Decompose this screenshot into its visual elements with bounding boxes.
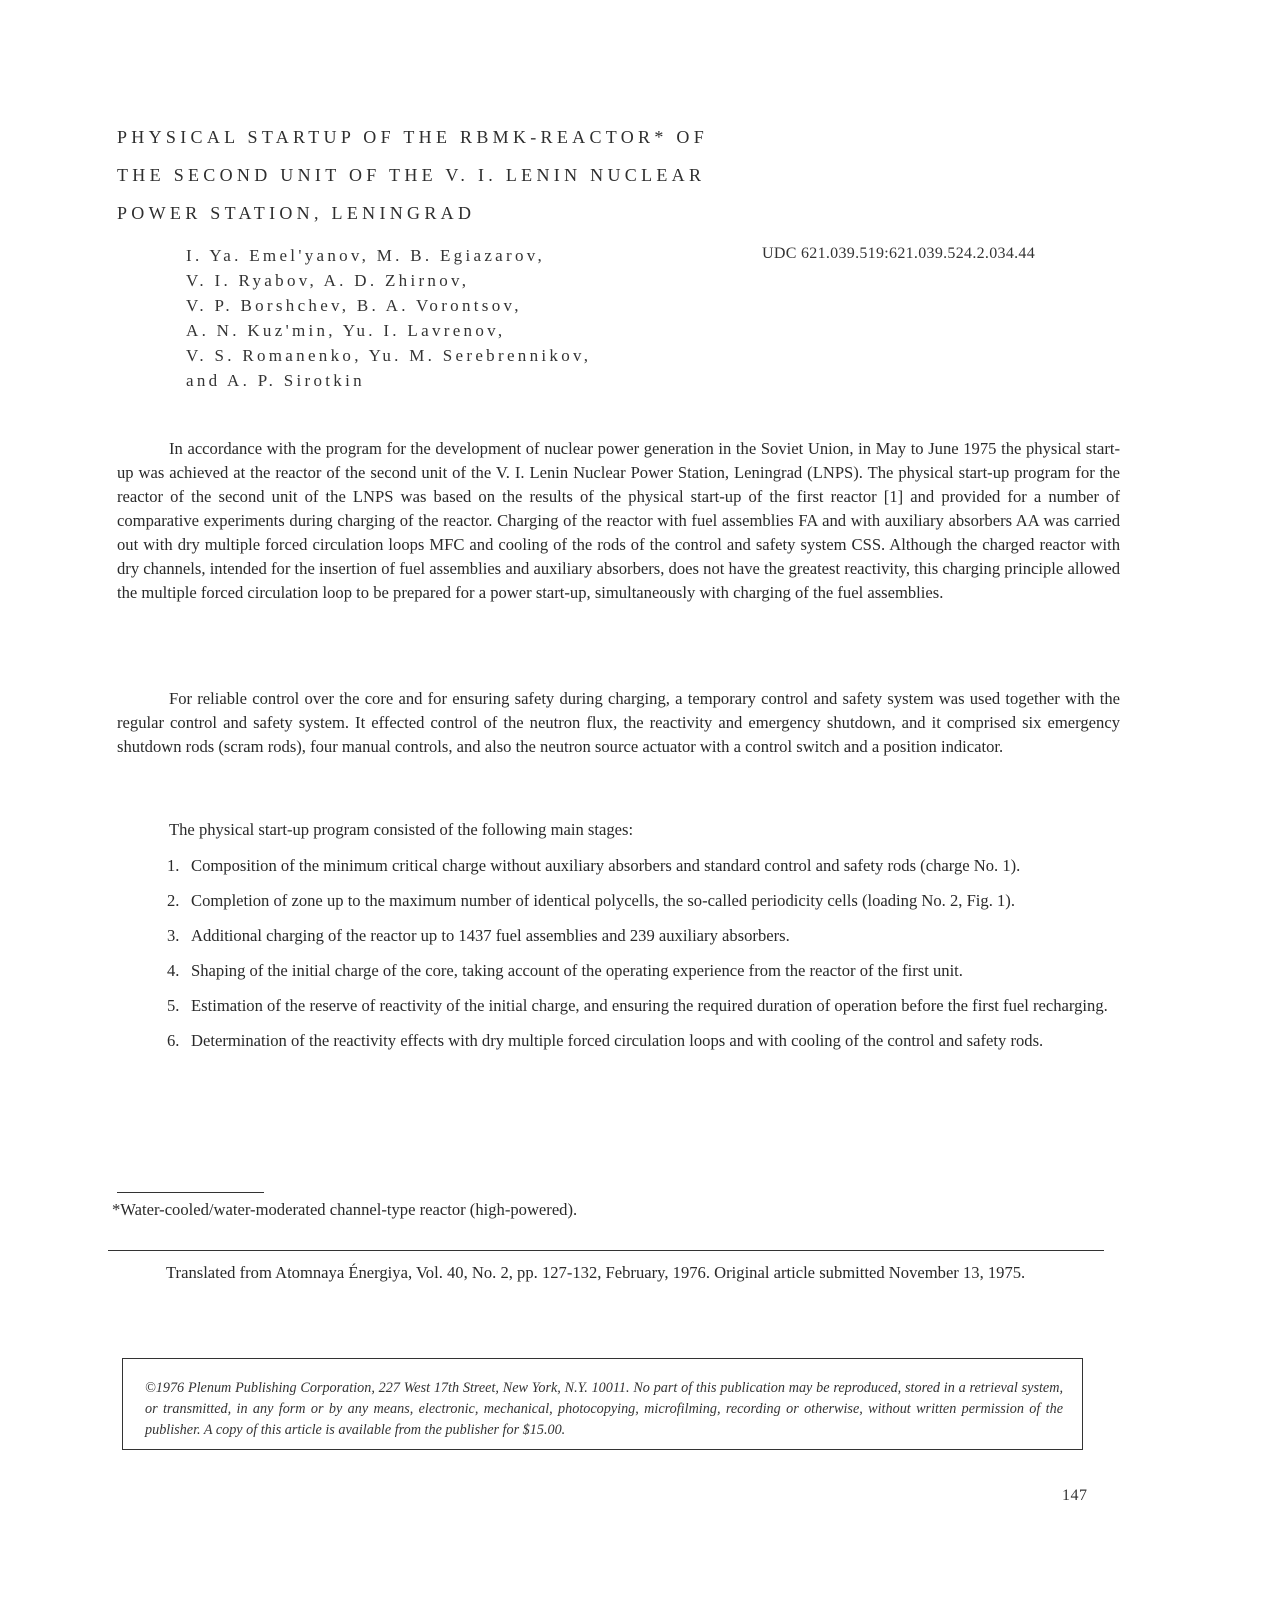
stage-text: Completion of zone up to the maximum number of identical polycells, the so-called periodicity cells (loading No. 2, Fig. 1). xyxy=(191,891,1015,910)
list-item xyxy=(167,924,1120,948)
list-item xyxy=(167,889,1120,913)
author-line: I. Ya. Emel'yanov, M. B. Egiazarov, xyxy=(186,246,546,265)
stage-text: Determination of the reactivity effects with dry multiple forced circulation loops and with cooling of the control and safety rods. xyxy=(191,1031,1044,1050)
stage-number: 3. xyxy=(167,926,180,945)
copyright-notice: ©1976 Plenum Publishing Corporation, 227 West 17th Street, New York, N.Y. 10011. No part of this publication may be reproduced, stored in a retrieval system, or transmitted, in any form or by any means, electronic, mechanical, photocopying, microfilming, recording or otherwise, without written permission of the publisher. A copy of this article is available from the publisher for $15.00. xyxy=(145,1380,1063,1438)
stages-intro: The physical start-up program consisted of the following main stages: xyxy=(169,820,634,839)
author-line: V. P. Borshchev, B. A. Vorontsov, xyxy=(186,296,522,315)
stage-number: 2. xyxy=(167,891,180,910)
article-title xyxy=(117,118,708,232)
footnote: *Water-cooled/water-moderated channel-type reactor (high-powered). xyxy=(112,1200,578,1219)
body-section-1 xyxy=(117,437,1120,605)
body-paragraph: In accordance with the program for the development of nuclear power generation in the Soviet Union, in May to June 1975 the physical start-up was achieved at the reactor of the second unit of the V. I. Lenin Nuclear Power Station, Leningrad (LNPS). The physical start-up program for the reactor of the second unit of the LNPS was based on the results of the physical start-up of the first reactor [1] and provided for a number of comparative experiments during charging of the reactor. Charging of the reactor with fuel assemblies FA and with auxiliary absorbers AA was carried out with dry multiple forced circulation loops MFC and cooling of the rods of the control and safety system CSS. Although the charged reactor with dry channels, intended for the insertion of fuel assemblies and auxiliary absorbers, does not have the greatest reactivity, this charging principle allowed the multiple forced circulation loop to be prepared for a power start-up, simultaneously with charging of the fuel assemblies. xyxy=(117,439,1120,602)
list-item xyxy=(167,854,1120,878)
stage-number: 1. xyxy=(167,856,180,875)
translation-divider xyxy=(108,1250,1104,1251)
translation-text: Translated from Atomnaya Énergiya, Vol. 40, No. 2, pp. 127-132, February, 1976. Original article submitted November 13, 1975. xyxy=(166,1263,1026,1282)
body-paragraph: For reliable control over the core and for ensuring safety during charging, a temporary control and safety system was used together with the regular control and safety system. It effected control of the neutron flux, the reactivity and emergency shutdown, and it comprised six emergency shutdown rods (scram rods), four manual controls, and also the neutron source actuator with a control switch and a position indicator. xyxy=(117,689,1120,756)
udc-code: UDC 621.039.519:621.039.524.2.034.44 xyxy=(762,245,1036,262)
title-line: PHYSICAL STARTUP OF THE RBMK-REACTOR* OF xyxy=(117,127,709,147)
title-line: POWER STATION, LENINGRAD xyxy=(117,203,476,223)
page-number: 147 xyxy=(1062,1487,1088,1504)
list-item xyxy=(167,959,1120,983)
author-line: V. I. Ryabov, A. D. Zhirnov, xyxy=(186,271,470,290)
body-section-2 xyxy=(117,687,1120,759)
author-list xyxy=(186,243,591,393)
author-line: V. S. Romanenko, Yu. M. Serebrennikov, xyxy=(186,346,592,365)
stage-number: 6. xyxy=(167,1031,180,1050)
stage-text: Composition of the minimum critical charge without auxiliary absorbers and standard control and safety rods (charge No. 1). xyxy=(191,856,1021,875)
author-line: and A. P. Sirotkin xyxy=(186,371,365,390)
list-item xyxy=(167,1029,1120,1053)
stages-list xyxy=(167,854,1120,1064)
footnote-divider xyxy=(117,1192,264,1193)
translation-note xyxy=(110,1261,1095,1284)
list-item xyxy=(167,994,1120,1018)
stage-number: 5. xyxy=(167,996,180,1015)
stage-text: Additional charging of the reactor up to 1437 fuel assemblies and 239 auxiliary absorbers. xyxy=(191,926,790,945)
stage-text: Shaping of the initial charge of the core, taking account of the operating experience from the reactor of the first unit. xyxy=(191,961,963,980)
author-line: A. N. Kuz'min, Yu. I. Lavrenov, xyxy=(186,321,506,340)
title-line: THE SECOND UNIT OF THE V. I. LENIN NUCLEAR xyxy=(117,165,706,185)
stage-number: 4. xyxy=(167,961,180,980)
copyright-box xyxy=(122,1358,1083,1450)
stage-text: Estimation of the reserve of reactivity of the initial charge, and ensuring the required duration of operation before the first fuel recharging. xyxy=(191,996,1108,1015)
